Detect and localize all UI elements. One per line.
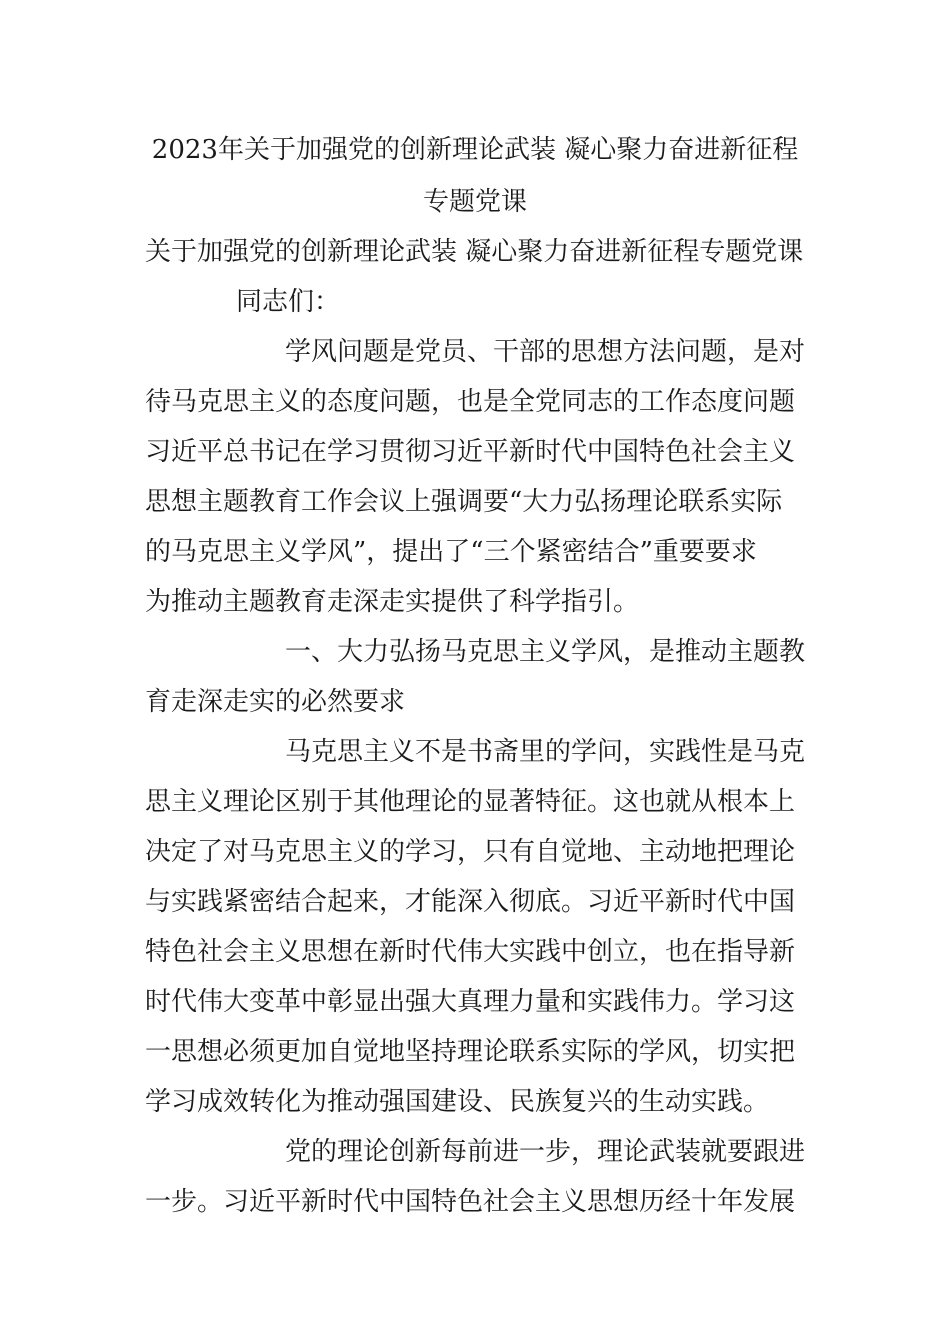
section-heading-line: 一、大力弘扬马克思主义学风，是推动主题教 [285, 637, 806, 667]
paragraph-line: 时代伟大变革中彰显出强大真理力量和实践伟力。学习这 [145, 987, 796, 1017]
paragraph-line: 的马克思主义学风”，提出了“三个紧密结合”重要要求 [145, 537, 757, 567]
paragraph-line: 一思想必须更加自觉地坚持理论联系实际的学风，切实把 [145, 1037, 796, 1067]
greeting: 同志们： [236, 287, 341, 317]
paragraph-line: 特色社会主义思想在新时代伟大实践中创立，也在指导新 [145, 937, 796, 967]
paragraph-line: 学风问题是党员、干部的思想方法问题，是对 [285, 337, 806, 367]
paragraph-line: 思主义理论区别于其他理论的显著特征。这也就从根本上 [145, 787, 796, 817]
paragraph-line: 学习成效转化为推动强国建设、民族复兴的生动实践。 [145, 1087, 770, 1117]
document-subtitle: 关于加强党的创新理论武装 凝心聚力奋进新征程专题党课 [145, 237, 804, 267]
section-heading-line: 育走深走实的必然要求 [145, 687, 406, 717]
paragraph-line: 马克思主义不是书斋里的学问，实践性是马克 [285, 737, 806, 767]
paragraph-line: 习近平总书记在学习贯彻习近平新时代中国特色社会主义 [145, 437, 796, 467]
document-title-line-1: 2023年关于加强党的创新理论武装 凝心聚力奋进新征程 [151, 135, 799, 165]
paragraph-line: 为推动主题教育走深走实提供了科学指引。 [145, 587, 640, 617]
paragraph-line: 决定了对马克思主义的学习，只有自觉地、主动地把理论 [145, 837, 796, 867]
paragraph-line: 党的理论创新每前进一步，理论武装就要跟进 [285, 1137, 806, 1167]
paragraph-line: 与实践紧密结合起来，才能深入彻底。习近平新时代中国 [145, 887, 796, 917]
paragraph-line: 一步。习近平新时代中国特色社会主义思想历经十年发展 [145, 1187, 796, 1217]
paragraph-line: 待马克思主义的态度问题，也是全党同志的工作态度问题 [145, 387, 796, 417]
paragraph-line: 思想主题教育工作会议上强调要“大力弘扬理论联系实际 [145, 487, 783, 517]
document-title-line-2: 专题党课 [422, 187, 527, 217]
